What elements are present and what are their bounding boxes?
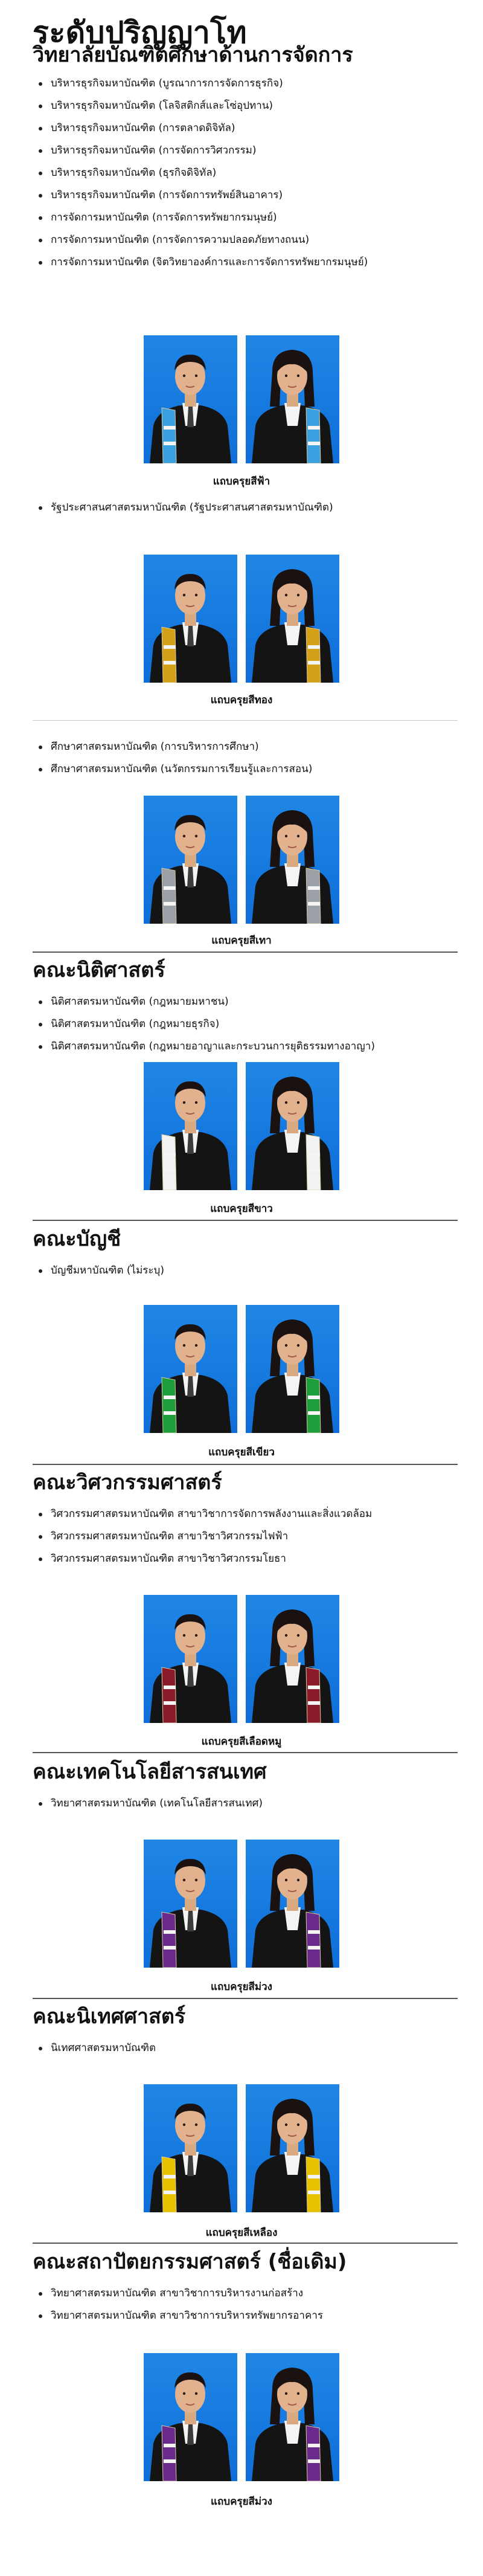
section-divider — [33, 1998, 458, 1999]
male-graduate-photo — [144, 2353, 237, 2481]
program-item: รัฐประศาสนศาสตรมหาบัณฑิต (รัฐประศาสนศาสตรมหาบัณฑิต) — [33, 497, 333, 519]
graduate-female-icon — [246, 1595, 339, 1723]
gown-photos — [0, 2084, 483, 2212]
program-item: นิเทศศาสตรมหาบัณฑิต — [33, 2037, 156, 2059]
program-list — [33, 736, 312, 781]
program-item: บริหารธุรกิจมหาบัณฑิต (การตลาดดิจิทัล) — [33, 117, 368, 140]
gown-photos — [0, 335, 483, 463]
program-item: การจัดการมหาบัณฑิต (การจัดการความปลอดภัยทางถนน) — [33, 229, 368, 251]
gown-photos — [0, 1305, 483, 1433]
male-graduate-photo — [144, 335, 237, 463]
graduate-female-icon — [246, 1305, 339, 1433]
section-divider — [33, 1220, 458, 1221]
gown-photos — [0, 555, 483, 683]
gown-photos — [0, 1595, 483, 1723]
program-list — [33, 1792, 263, 1815]
sash-color-caption: แถบครุยสีเขียว — [208, 1446, 275, 1458]
faculty-heading: คณะเทคโนโลยีสารสนเทศ — [33, 1760, 267, 1784]
program-item: บริหารธุรกิจมหาบัณฑิต (ธุรกิจดิจิทัล) — [33, 162, 368, 184]
male-graduate-photo — [144, 555, 237, 683]
gown-photos — [0, 1062, 483, 1190]
program-item: วิทยาศาสตรมหาบัณฑิต (เทคโนโลยีสารสนเทศ) — [33, 1792, 263, 1815]
sash-color-caption: แถบครุยสีเหลือง — [205, 2227, 278, 2239]
faculty-heading: คณะนิติศาสตร์ — [33, 958, 165, 982]
section-divider — [33, 1464, 458, 1465]
program-item: บริหารธุรกิจมหาบัณฑิต (การจัดการวิศวกรรม) — [33, 140, 368, 162]
female-graduate-photo — [246, 1062, 339, 1190]
program-item: ศึกษาศาสตรมหาบัณฑิต (การบริหารการศึกษา) — [33, 736, 312, 758]
program-item: บริหารธุรกิจมหาบัณฑิต (บูรณาการการจัดการธุรกิจ) — [33, 72, 368, 95]
sash-color-caption: แถบครุยสีขาว — [210, 1203, 273, 1215]
program-item: วิศวกรรมศาสตรมหาบัณฑิต สาขาวิชาวิศวกรรมไฟฟ้า — [33, 1525, 372, 1548]
sash-color-caption: แถบครุยสีม่วง — [211, 2496, 272, 2508]
graduate-female-icon — [246, 2353, 339, 2481]
program-list — [33, 1260, 164, 1282]
faculty-heading: วิทยาลัยบัณฑิตศึกษาด้านการจัดการ — [33, 43, 353, 67]
gown-photos — [0, 796, 483, 924]
program-item: ศึกษาศาสตรมหาบัณฑิต (นวัตกรรมการเรียนรู้และการสอน) — [33, 758, 312, 781]
graduate-female-icon — [246, 796, 339, 924]
female-graduate-photo — [246, 2084, 339, 2212]
female-graduate-photo — [246, 1840, 339, 1968]
graduate-male-icon — [144, 1062, 237, 1190]
program-item: นิติศาสตรมหาบัณฑิต (กฎหมายอาญาและกระบวนการยุติธรรมทางอาญา) — [33, 1035, 375, 1058]
section-divider — [33, 2243, 458, 2244]
graduate-male-icon — [144, 1305, 237, 1433]
section-divider — [33, 1752, 458, 1753]
faculty-heading: คณะบัญชี — [33, 1227, 121, 1251]
page-title: ระดับปริญญาโท — [33, 15, 248, 50]
program-item: วิศวกรรมศาสตรมหาบัณฑิต สาขาวิชาวิศวกรรมโยธา — [33, 1548, 372, 1570]
faculty-heading: คณะสถาปัตยกรรมศาสตร์ (ชื่อเดิม) — [33, 2250, 347, 2274]
male-graduate-photo — [144, 1595, 237, 1723]
male-graduate-photo — [144, 796, 237, 924]
male-graduate-photo — [144, 2084, 237, 2212]
graduate-female-icon — [246, 1840, 339, 1968]
sash-color-caption: แถบครุยสีฟ้า — [213, 475, 270, 488]
program-item: วิศวกรรมศาสตรมหาบัณฑิต สาขาวิชาการจัดการพลังงานและสิ่งแวดล้อม — [33, 1503, 372, 1525]
program-item: บัญชีมหาบัณฑิต (ไม่ระบุ) — [33, 1260, 164, 1282]
sash-color-caption: แถบครุยสีทอง — [210, 694, 273, 706]
program-item: บริหารธุรกิจมหาบัณฑิต (การจัดการทรัพย์สินอาคาร) — [33, 184, 368, 207]
female-graduate-photo — [246, 1305, 339, 1433]
graduate-male-icon — [144, 335, 237, 463]
graduate-male-icon — [144, 555, 237, 683]
program-item: วิทยาศาสตรมหาบัณฑิต สาขาวิชาการบริหารงานก่อสร้าง — [33, 2282, 323, 2305]
sash-color-caption: แถบครุยสีเทา — [211, 935, 272, 947]
graduate-female-icon — [246, 555, 339, 683]
program-item: การจัดการมหาบัณฑิต (จิตวิทยาองค์การและการจัดการทรัพยากรมนุษย์) — [33, 251, 368, 274]
subsection-divider — [33, 720, 458, 721]
female-graduate-photo — [246, 1595, 339, 1723]
gown-photos — [0, 2353, 483, 2481]
gown-photos — [0, 1840, 483, 1968]
sash-color-caption: แถบครุยสีม่วง — [211, 1981, 272, 1993]
graduate-male-icon — [144, 1595, 237, 1723]
program-list — [33, 1503, 372, 1570]
program-item: วิทยาศาสตรมหาบัณฑิต สาขาวิชาการบริหารทรัพยากรอาคาร — [33, 2305, 323, 2327]
graduate-male-icon — [144, 2084, 237, 2212]
graduate-male-icon — [144, 2353, 237, 2481]
faculty-heading: คณะวิศวกรรมศาสตร์ — [33, 1470, 222, 1495]
program-item: นิติศาสตรมหาบัณฑิต (กฎหมายมหาชน) — [33, 991, 375, 1013]
program-item: การจัดการมหาบัณฑิต (การจัดการทรัพยากรมนุษย์) — [33, 207, 368, 229]
male-graduate-photo — [144, 1062, 237, 1190]
graduate-female-icon — [246, 335, 339, 463]
sash-color-caption: แถบครุยสีเลือดหมู — [201, 1736, 282, 1748]
female-graduate-photo — [246, 796, 339, 924]
program-list — [33, 72, 368, 274]
male-graduate-photo — [144, 1840, 237, 1968]
graduate-male-icon — [144, 1840, 237, 1968]
program-list — [33, 497, 333, 519]
female-graduate-photo — [246, 555, 339, 683]
male-graduate-photo — [144, 1305, 237, 1433]
female-graduate-photo — [246, 2353, 339, 2481]
graduate-female-icon — [246, 1062, 339, 1190]
graduate-female-icon — [246, 2084, 339, 2212]
program-list — [33, 2282, 323, 2327]
program-list — [33, 991, 375, 1058]
program-item: นิติศาสตรมหาบัณฑิต (กฎหมายธุรกิจ) — [33, 1013, 375, 1035]
graduate-male-icon — [144, 796, 237, 924]
section-divider — [33, 952, 458, 953]
female-graduate-photo — [246, 335, 339, 463]
program-item: บริหารธุรกิจมหาบัณฑิต (โลจิสติกส์และโซ่อุปทาน) — [33, 95, 368, 117]
program-list — [33, 2037, 156, 2059]
faculty-heading: คณะนิเทศศาสตร์ — [33, 2004, 186, 2029]
